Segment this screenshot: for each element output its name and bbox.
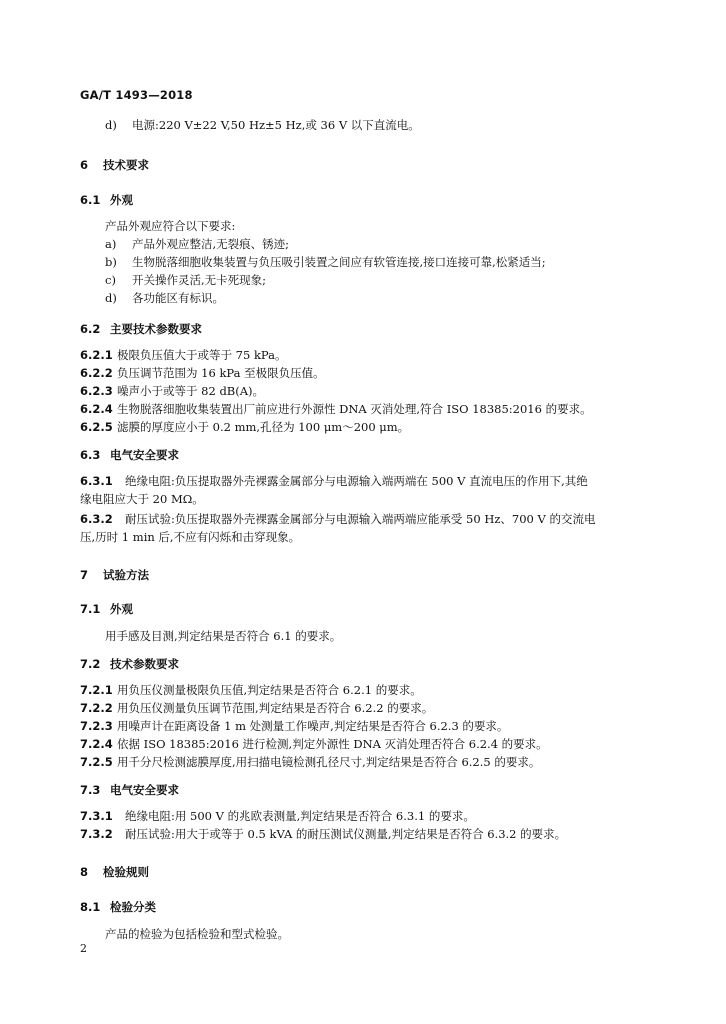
clause	[80, 366, 325, 380]
clause-text: 绝缘电阻:用 500 V 的兆欧表测量,判定结果是否符合 6.3.1 的要求。	[125, 809, 475, 823]
list-item-label: d)	[105, 291, 117, 305]
list-item-label: a)	[105, 237, 117, 251]
clause	[80, 420, 409, 434]
clause	[80, 474, 588, 488]
clause-text: 滤膜的厚度应小于 0.2 mm,孔径为 100 μm～200 μm。	[117, 420, 410, 434]
clause-number: 7.3.2	[80, 827, 113, 841]
section-heading	[80, 157, 149, 173]
clause-number: 7.2.2	[80, 701, 113, 715]
clause	[80, 683, 422, 697]
list-item-text: 生物脱落细胞收集装置与负压吸引装置之间应有软管连接,接口连接可靠,松紧适当;	[132, 255, 546, 269]
clause-number: 6.2.1	[80, 348, 113, 362]
clause-text: 依据 ISO 18385:2016 进行检测,判定外源性 DNA 灭消处理否符合 6.2.4 的要求。	[117, 737, 548, 751]
list-item-text: 电源:220 V±22 V,50 Hz±5 Hz,或 36 V 以下直流电。	[132, 118, 420, 132]
subsection-title: 外观	[110, 193, 133, 207]
clause-number: 7.2.4	[80, 737, 113, 751]
page-number: 2	[80, 942, 87, 955]
section-heading	[80, 864, 149, 880]
list-item-text: 开关操作灵活,无卡死现象;	[132, 273, 267, 287]
list-item-text: 产品外观应整洁,无裂痕、锈迹;	[132, 237, 290, 251]
clause	[80, 755, 540, 769]
subsection-title: 电气安全要求	[110, 783, 179, 797]
section-heading	[80, 567, 149, 583]
clause	[80, 512, 595, 526]
subsection-number: 7.1	[80, 602, 101, 616]
clause	[80, 737, 548, 751]
clause	[80, 701, 433, 715]
clause-number: 6.2.4	[80, 402, 113, 416]
subsection-heading	[80, 601, 133, 617]
paragraph: 产品的检验为包括检验和型式检验。	[105, 927, 289, 941]
clause-number: 6.3.1	[80, 474, 113, 488]
clause-number: 6.2.3	[80, 384, 113, 398]
list-item-label: c)	[105, 273, 116, 287]
clause-text: 极限负压值大于或等于 75 kPa。	[117, 348, 287, 362]
clause	[80, 719, 508, 733]
clause-number: 6.2.2	[80, 366, 113, 380]
subsection-title: 技术参数要求	[110, 657, 179, 671]
section-title: 检验规则	[103, 865, 149, 879]
section-title: 技术要求	[103, 158, 149, 172]
subsection-title: 电气安全要求	[110, 448, 179, 462]
section-number: 8	[80, 865, 89, 879]
clause-text: 生物脱落细胞收集装置出厂前应进行外源性 DNA 灭消处理,符合 ISO 18385:2016 的要求。	[117, 402, 592, 416]
standard-number: GA/T 1493—2018	[80, 88, 193, 102]
subsection-title: 外观	[110, 602, 133, 616]
clause	[80, 384, 264, 398]
section-title: 试验方法	[103, 568, 149, 582]
list-item-label: b)	[105, 255, 117, 269]
clause-number: 7.2.3	[80, 719, 113, 733]
clause-number: 7.3.1	[80, 809, 113, 823]
clause-number: 6.2.5	[80, 420, 113, 434]
subsection-number: 7.3	[80, 783, 101, 797]
clause-text: 用负压仪测量极限负压值,判定结果是否符合 6.2.1 的要求。	[117, 683, 422, 697]
clause	[80, 827, 566, 841]
clause-text: 噪声小于或等于 82 dB(A)。	[117, 384, 265, 398]
clause-number: 7.2.5	[80, 755, 113, 769]
list-item	[105, 118, 420, 132]
list-item-text: 各功能区有标识。	[132, 291, 224, 305]
paragraph: 用手感及目测,判定结果是否符合 6.1 的要求。	[105, 629, 342, 643]
list-item	[105, 237, 289, 251]
paragraph: 产品外观应符合以下要求:	[105, 219, 236, 233]
subsection-heading	[80, 899, 156, 915]
clause	[80, 402, 592, 416]
list-item-label: d)	[105, 118, 117, 132]
subsection-number: 8.1	[80, 900, 101, 914]
clause	[80, 348, 287, 362]
subsection-heading	[80, 447, 179, 463]
clause-text: 用噪声计在距离设备 1 m 处测量工作噪声,判定结果是否符合 6.2.3 的要求。	[117, 719, 509, 733]
subsection-number: 6.3	[80, 448, 101, 462]
list-item	[105, 273, 266, 287]
clause-text: 耐压试验:负压提取器外壳裸露金属部分与电源输入端两端应能承受 50 Hz、700 V 的交流电	[125, 512, 596, 526]
subsection-heading	[80, 782, 179, 798]
clause-continuation: 缘电阻应大于 20 MΩ。	[80, 492, 204, 506]
subsection-heading	[80, 321, 202, 337]
subsection-title: 主要技术参数要求	[110, 322, 202, 336]
clause-continuation: 压,历时 1 min 后,不应有闪烁和击穿现象。	[80, 530, 301, 544]
clause-number: 6.3.2	[80, 512, 113, 526]
subsection-number: 7.2	[80, 657, 101, 671]
clause-text: 负压调节范围为 16 kPa 至极限负压值。	[117, 366, 325, 380]
subsection-title: 检验分类	[110, 900, 156, 914]
clause-number: 7.2.1	[80, 683, 113, 697]
subsection-number: 6.2	[80, 322, 101, 336]
section-number: 6	[80, 158, 89, 172]
clause-text: 绝缘电阻:负压提取器外壳裸露金属部分与电源输入端两端在 500 V 直流电压的作用下,其绝	[125, 474, 588, 488]
subsection-number: 6.1	[80, 193, 101, 207]
subsection-heading	[80, 656, 179, 672]
clause-text: 耐压试验:用大于或等于 0.5 kVA 的耐压测试仪测量,判定结果是否符合 6.3.2 的要求。	[125, 827, 567, 841]
clause-text: 用千分尺检测滤膜厚度,用扫描电镜检测孔径尺寸,判定结果是否符合 6.2.5 的要求。	[117, 755, 541, 769]
section-number: 7	[80, 568, 89, 582]
clause	[80, 809, 475, 823]
list-item	[105, 255, 546, 269]
subsection-heading	[80, 192, 133, 208]
list-item	[105, 291, 224, 305]
clause-text: 用负压仪测量负压调节范围,判定结果是否符合 6.2.2 的要求。	[117, 701, 434, 715]
